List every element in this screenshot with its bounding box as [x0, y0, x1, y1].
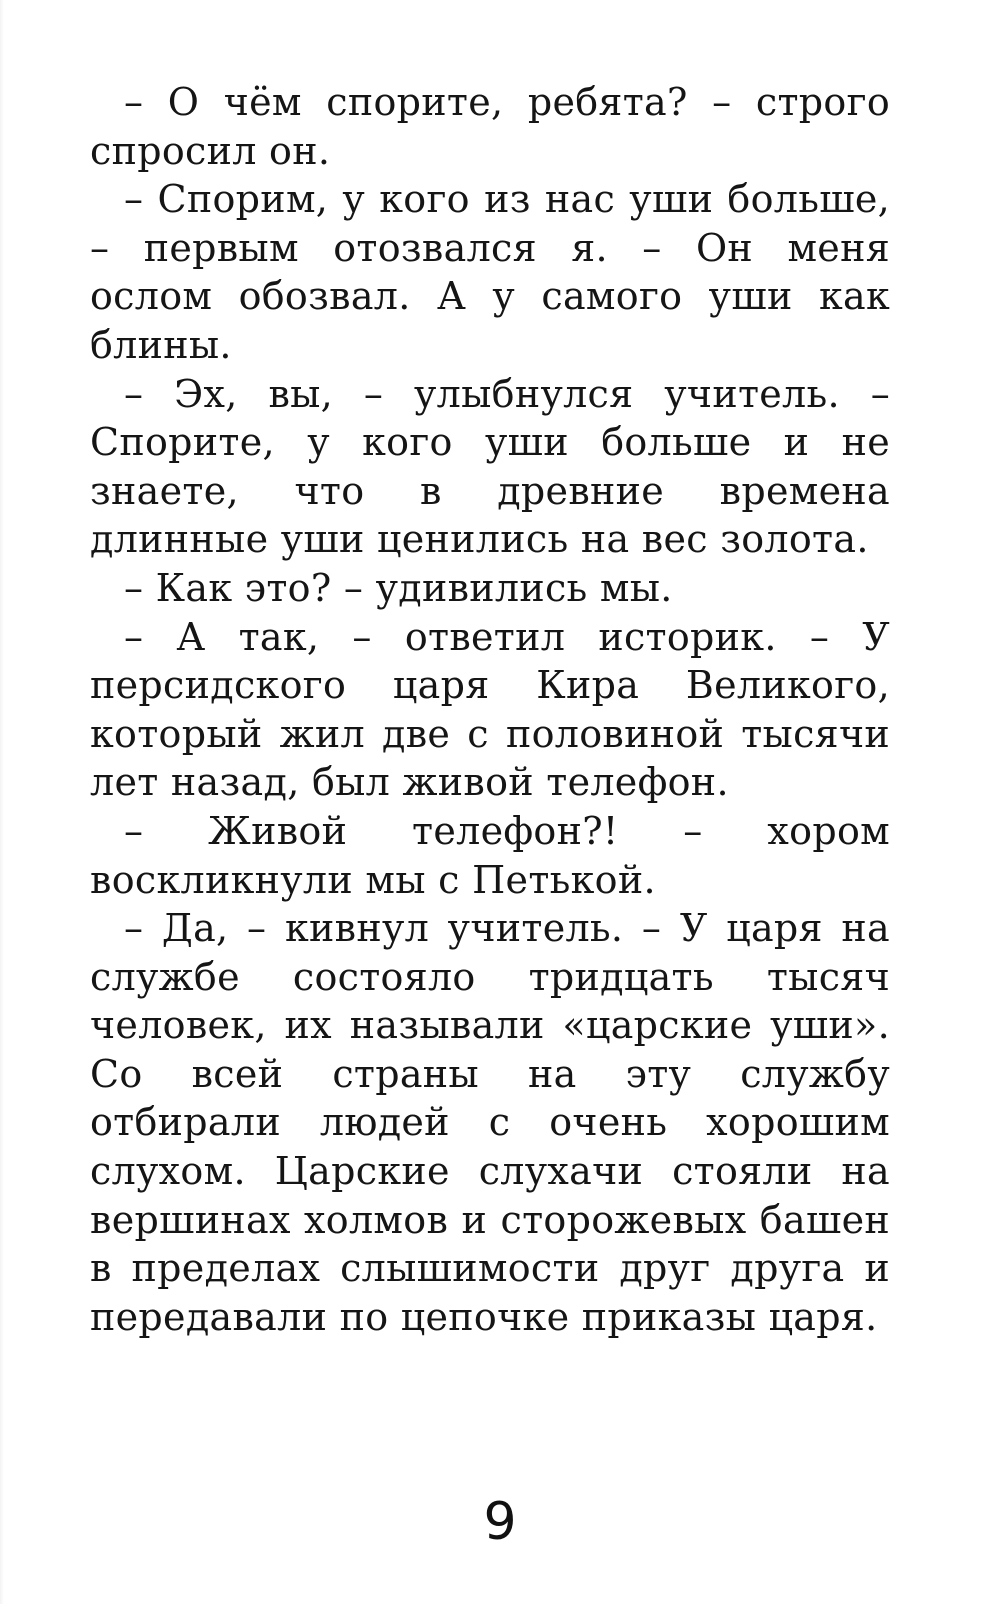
paragraph-2: – Спорим, у кого из нас уши больше, – первым отозвался я. – Он меня ослом обозвал. А у самого уши как блины.	[90, 177, 890, 367]
paragraph-5: – А так, – ответил историк. – У персидского царя Кира Великого, который жил две с половиной тысячи лет назад, был живой телефон.	[90, 614, 890, 805]
paragraph-7: – Да, – кивнул учитель. – У царя на службе состояло тридцать тысяч человек, их называли «царские уши». Со всей страны на эту службу отбирали людей с очень хорошим слухом. Царские слухачи стояли на вершинах холмов и сторожевых башен в пределах слышимости друг друга и передавали по цепочке приказы царя.	[90, 906, 890, 1339]
page-edge-shadow	[0, 0, 4, 1604]
page-number: 9	[483, 1492, 517, 1552]
body-text	[90, 78, 890, 1341]
paragraph-6: – Живой телефон?! – хором воскликнули мы с Петькой.	[90, 808, 890, 902]
paragraph-3: – Эх, вы, – улыбнулся учитель. – Спорите, у кого уши больше и не знаете, что в древние времена длинные уши ценились на вес золота.	[90, 371, 890, 562]
paragraph-4: – Как это? – удивились мы.	[124, 565, 673, 610]
paragraph-1: – О чём спорите, ребята? – строго спросил он.	[90, 80, 890, 173]
